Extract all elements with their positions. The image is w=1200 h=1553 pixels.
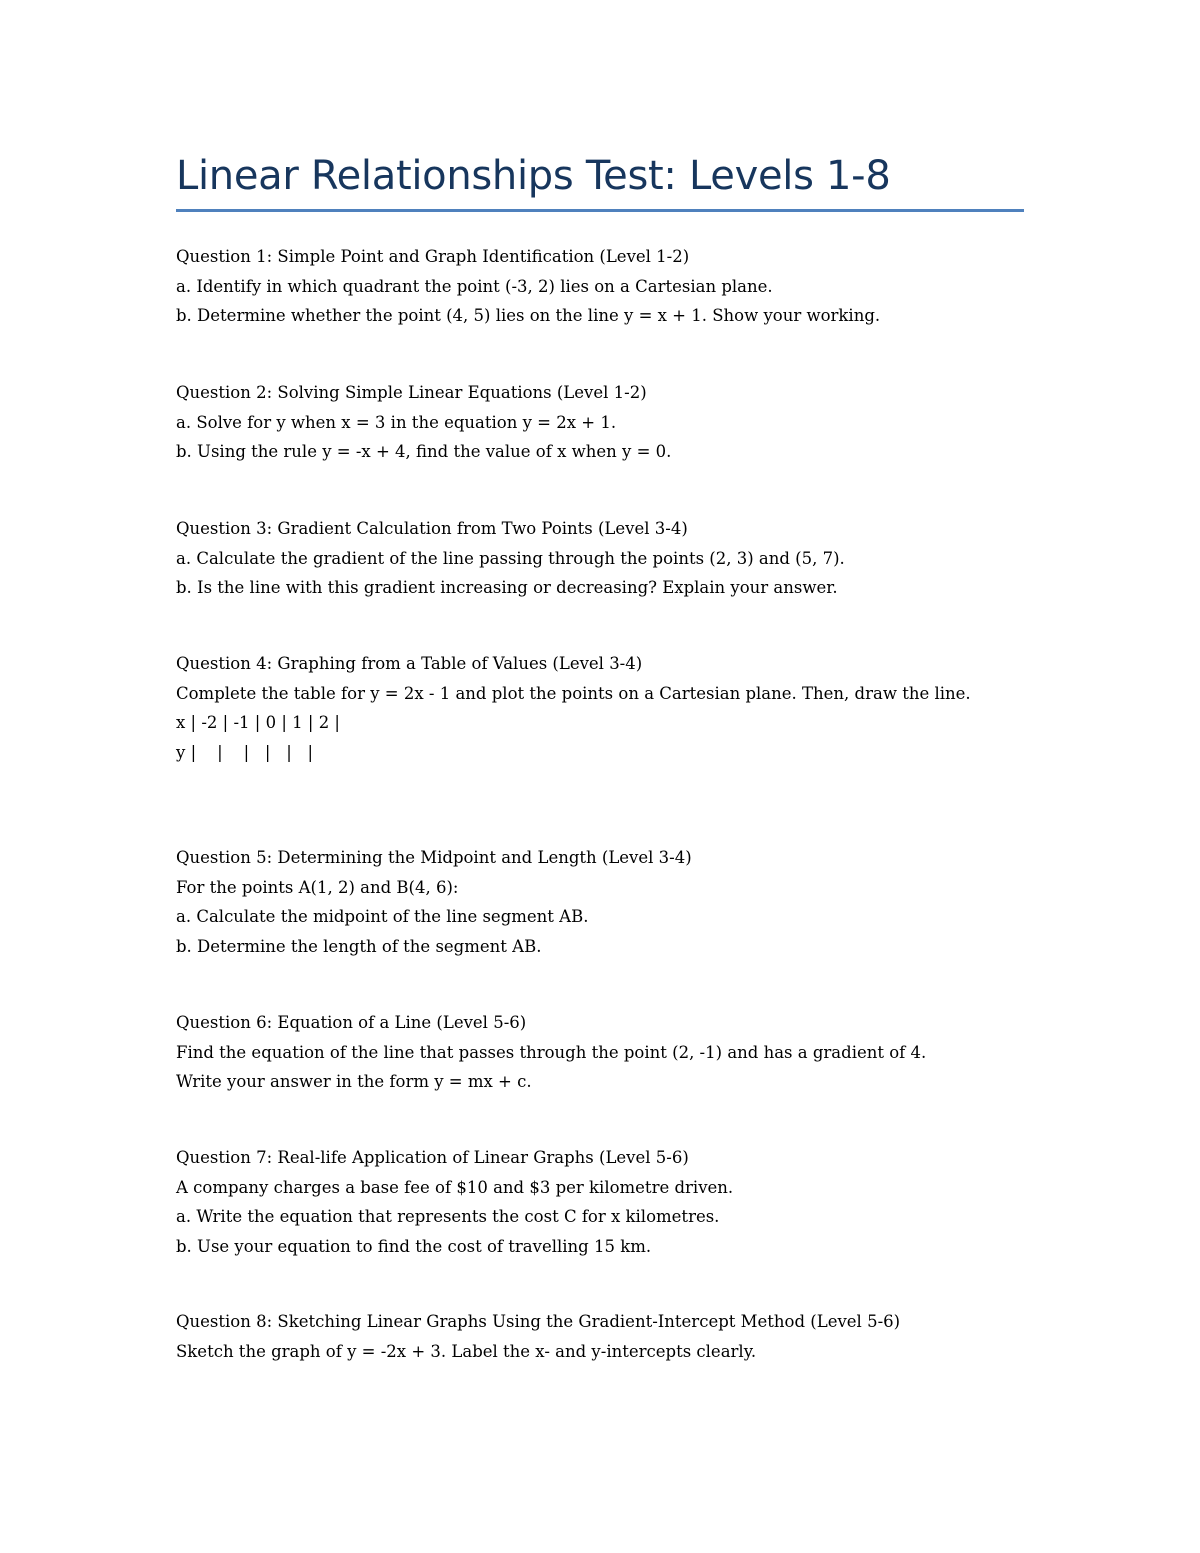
page-title: Linear Relationships Test: Levels 1-8 <box>176 153 891 199</box>
question-line: a. Identify in which quadrant the point (-3, 2) lies on a Cartesian plane. <box>176 276 773 296</box>
question-heading: Question 8: Sketching Linear Graphs Using the Gradient-Intercept Method (Level 5-6) <box>176 1312 901 1331</box>
question-line: b. Determine whether the point (4, 5) lies on the line y = x + 1. Show your working. <box>176 306 881 325</box>
question-6 <box>176 1008 1024 1097</box>
table-row-x: x | -2 | -1 | 0 | 1 | 2 | <box>176 713 340 732</box>
question-3 <box>176 514 1024 603</box>
question-4 <box>176 649 1024 767</box>
question-heading: Question 1: Simple Point and Graph Identification (Level 1-2) <box>176 247 690 266</box>
question-line: A company charges a base fee of $10 and $3 per kilometre driven. <box>176 1177 734 1197</box>
question-5 <box>176 843 1024 961</box>
question-heading: Question 2: Solving Simple Linear Equations (Level 1-2) <box>176 383 647 402</box>
question-line: Find the equation of the line that passes through the point (2, -1) and has a gradient of 4. <box>176 1042 927 1062</box>
question-line: a. Calculate the gradient of the line passing through the points (2, 3) and (5, 7). <box>176 548 845 568</box>
question-8 <box>176 1307 1024 1366</box>
question-line: b. Use your equation to find the cost of travelling 15 km. <box>176 1236 652 1256</box>
table-row-y: y | | | | | | <box>176 742 314 762</box>
question-heading: Question 7: Real-life Application of Linear Graphs (Level 5-6) <box>176 1148 689 1167</box>
question-2 <box>176 378 1024 467</box>
question-line: Sketch the graph of y = -2x + 3. Label the x- and y-intercepts clearly. <box>176 1341 757 1361</box>
question-heading: Question 5: Determining the Midpoint and Length (Level 3-4) <box>176 848 692 867</box>
question-heading: Question 6: Equation of a Line (Level 5-6) <box>176 1013 527 1032</box>
question-line: For the points A(1, 2) and B(4, 6): <box>176 877 459 897</box>
question-heading: Question 3: Gradient Calculation from Two Points (Level 3-4) <box>176 519 688 538</box>
question-line: a. Write the equation that represents the cost C for x kilometres. <box>176 1207 720 1226</box>
question-line: a. Calculate the midpoint of the line segment AB. <box>176 907 589 926</box>
question-line: Write your answer in the form y = mx + c. <box>176 1072 532 1091</box>
question-line: b. Determine the length of the segment AB. <box>176 936 542 956</box>
question-7 <box>176 1143 1024 1261</box>
question-line: a. Solve for y when x = 3 in the equation y = 2x + 1. <box>176 412 617 432</box>
question-1 <box>176 242 1024 331</box>
title-underline <box>176 209 1024 212</box>
question-line: Complete the table for y = 2x - 1 and plot the points on a Cartesian plane. Then, draw the line. <box>176 683 971 703</box>
question-line: b. Is the line with this gradient increasing or decreasing? Explain your answer. <box>176 578 838 597</box>
question-line: b. Using the rule y = -x + 4, find the value of x when y = 0. <box>176 442 672 461</box>
question-heading: Question 4: Graphing from a Table of Values (Level 3-4) <box>176 654 643 673</box>
